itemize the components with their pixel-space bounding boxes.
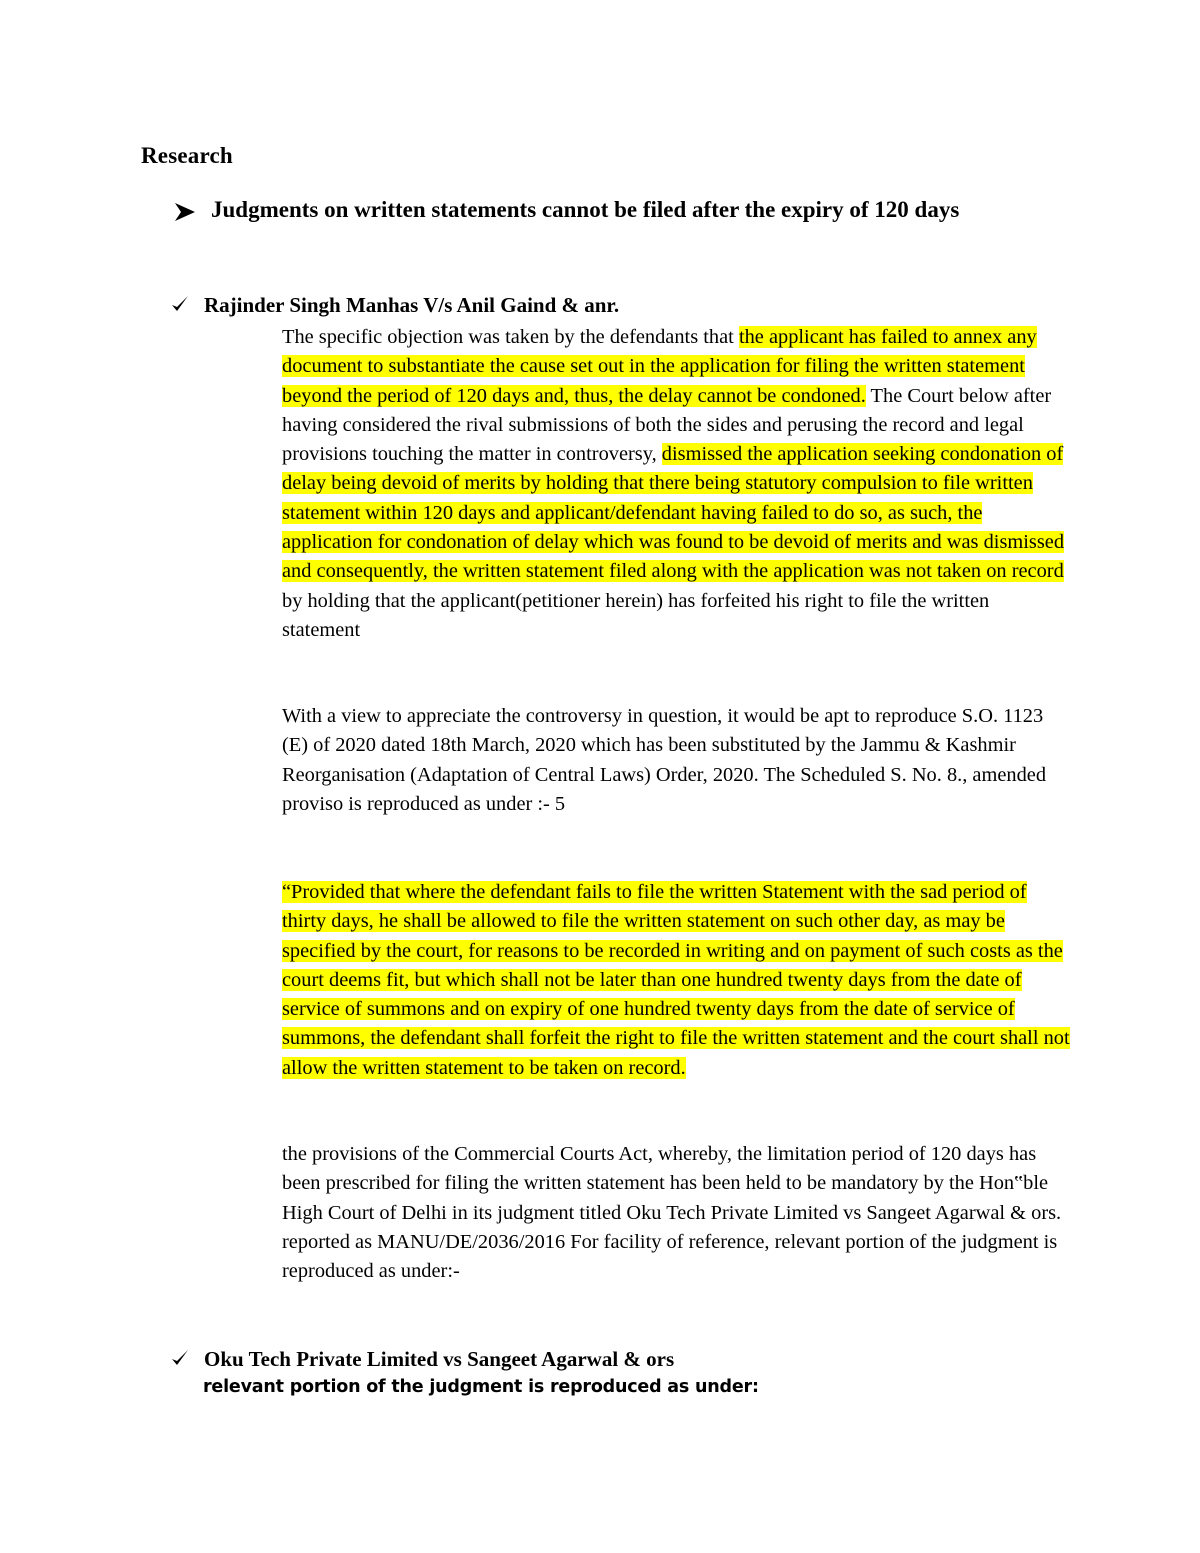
para1-part-e: by holding that the applicant(petitioner herein) has forfeited his right to file the written statement <box>282 589 990 641</box>
section-heading-text: Judgments on written statements cannot be filed after the expiry of 120 days <box>211 197 960 222</box>
case-heading-2 <box>170 1347 674 1372</box>
para2-text: With a view to appreciate the controversy in question, it would be apt to reproduce S.O. 1123 (E) of 2020 dated 18th March, 2020 which has been substituted by the Jammu & Kashmir Reorganisation (Adaptation of Central Laws) Order, 2020. The Scheduled S. No. 8., amended proviso is reproduced as under :- 5 <box>282 705 1047 815</box>
para4-text: the provisions of the Commercial Courts Act, whereby, the limitation period of 120 days has been prescribed for filing the written statement has been held to be mandatory by the Hon‟ble High Court of Delhi in its judgment titled Oku Tech Private Limited vs Sangeet Agarwal & ors. reported as MANU/DE/2036/2016 For facility of reference, relevant portion of the judgment is reproduced as under:- <box>282 1143 1062 1283</box>
case1-paragraph-1 <box>282 323 1072 645</box>
case1-paragraph-2 <box>282 702 1072 819</box>
checkmark-icon <box>170 294 190 314</box>
case-heading-1 <box>170 293 619 318</box>
section-heading <box>174 193 1074 227</box>
case2-subheading: relevant portion of the judgment is reproduced as under: <box>203 1377 759 1397</box>
case1-paragraph-3 <box>282 878 1072 1083</box>
page-title: Research <box>141 143 233 168</box>
para3-highlight: “Provided that where the defendant fails to file the written Statement with the sad period of thirty days, he shall be allowed to file the written statement on such other day, as may be specified by the court, for reasons to be recorded in writing and on payment of such costs as the court deems fit, but which shall not be later than one hundred twenty days from the date of service of summons and on expiry of one hundred twenty days from the date of service of summons, the defendant shall forfeit the right to file the written statement and the court shall not allow the written statement to be taken on record. <box>282 881 1070 1079</box>
para1-part-a: The specific objection was taken by the defendants that <box>282 326 739 348</box>
case-heading-1-text: Rajinder Singh Manhas V/s Anil Gaind & anr. <box>204 293 620 317</box>
para1-highlight-2: dismissed the application seeking condonation of delay being devoid of merits by holding that there being statutory compulsion to file written statement within 120 days and applicant/defendant having failed to do so, as such, the application for condonation of delay which was found to be devoid of merits and was dismissed and consequently, the written statement filed along with the application was not taken on record <box>282 443 1065 583</box>
case1-paragraph-4 <box>282 1140 1072 1286</box>
checkmark-icon <box>170 1348 190 1368</box>
case-heading-2-text: Oku Tech Private Limited vs Sangeet Agarwal & ors <box>204 1347 675 1371</box>
para1-highlight-1: the applicant has failed to annex any document to substantiate the cause set out in the application for filing the written statement beyond the period of 120 days and, thus, the delay cannot be condoned. <box>282 326 1037 407</box>
para1-part-c: The Court below after having considered the rival submissions of both the sides and perusing the record and legal provisions touching the matter in controversy, <box>282 384 1052 466</box>
arrow-bullet-icon <box>174 202 196 222</box>
